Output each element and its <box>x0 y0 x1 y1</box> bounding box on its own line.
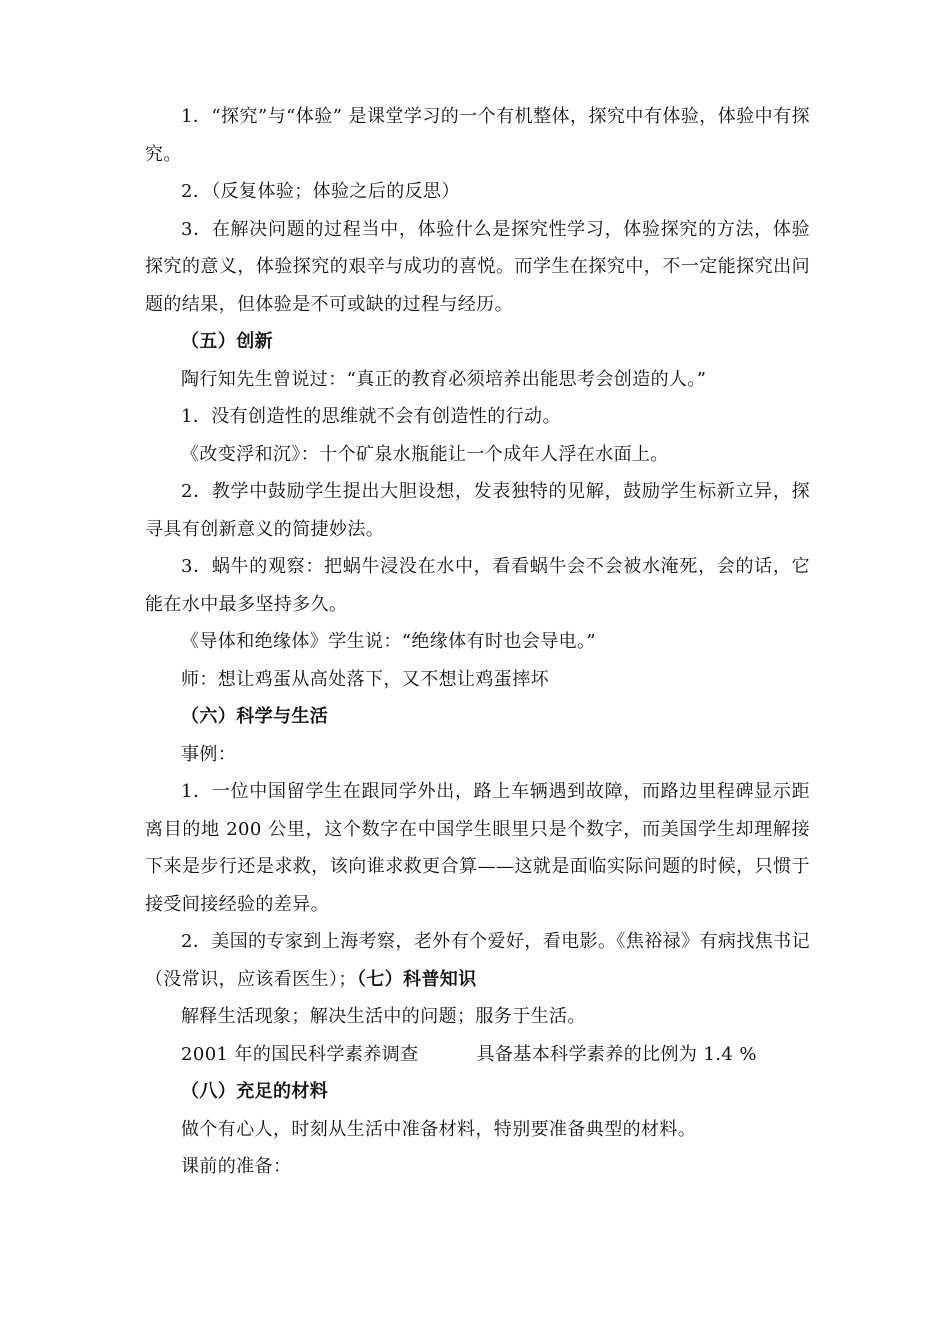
paragraph-example-1: 1．一位中国留学生在跟同学外出，路上车辆遇到故障，而路边里程碑显示距离目的地 200 公里，这个数字在中国学生眼里只是个数字，而美国学生却理解接下来是步行还是求救，该向谁求救更合算——这就是面临实际问题的时候，只惯于接受间接经验的差异。 <box>145 781 810 915</box>
paragraph-snail: 3．蜗牛的观察：把蜗牛浸没在水中，看看蜗牛会不会被水淹死，会的话，它能在水中最多坚持多久。 <box>145 556 810 615</box>
paragraph-innovation-2: 2．教学中鼓励学生提出大胆设想，发表独特的见解，鼓励学生标新立异，探寻具有创新意义的简捷妙法。 <box>145 481 810 540</box>
paragraph-quote-tao: 陶行知先生曾说过：“真正的教育必须培养出能思考会创造的人。” <box>181 368 707 390</box>
heading-science-life: （六）科学与生活 <box>181 706 329 727</box>
heading-innovation: （五）创新 <box>181 331 273 352</box>
paragraph-materials: 做个有心人，时刻从生活中准备材料，特别要准备典型的材料。 <box>181 1118 697 1140</box>
paragraph-example-2 <box>145 923 810 998</box>
heading-materials: （八）充足的材料 <box>181 1081 329 1102</box>
survey-result: 具备基本科学素养的比例为 1.4 % <box>476 1043 757 1065</box>
paragraph-conductor: 《导体和绝缘体》学生说：“绝缘体有时也会导电。” <box>181 631 597 652</box>
paragraph-2: 2．（反复体验；体验之后的反思） <box>181 181 460 202</box>
paragraph-3: 3．在解决问题的过程当中，体验什么是探究性学习，体验探究的方法，体验探究的意义，体验探究的艰辛与成功的喜悦。而学生在探究中，不一定能探究出问题的结果，但体验是不可或缺的过程与经历。 <box>145 218 810 315</box>
paragraph-egg: 师：想让鸡蛋从高处落下，又不想让鸡蛋摔坏 <box>181 668 549 690</box>
paragraph-examples: 事例： <box>181 743 237 765</box>
document-body <box>145 98 810 1186</box>
paragraph-float-sink: 《改变浮和沉》：十个矿泉水瓶能让一个成年人浮在水面上。 <box>181 443 669 465</box>
heading-popular-science: （七）科普知识 <box>356 968 477 990</box>
survey-label: 2001 年的国民科学素养调查 <box>181 1043 419 1065</box>
paragraph-explain: 解释生活现象；解决生活中的问题；服务于生活。 <box>181 1006 586 1027</box>
example-2-text: 2．美国的专家到上海考察，老外有个爱好，看电影。《焦裕禄》有病找焦书记（没常识，应该看医生）； <box>145 931 810 990</box>
paragraph-preparation: 课前的准备： <box>181 1156 292 1177</box>
paragraph-1: 1．“探究”与“体验” 是课堂学习的一个有机整体，探究中有体验，体验中有探究。 <box>145 106 810 165</box>
paragraph-innovation-1: 1．没有创造性的思维就不会有创造性的行动。 <box>181 406 561 427</box>
paragraph-survey <box>145 1036 810 1074</box>
